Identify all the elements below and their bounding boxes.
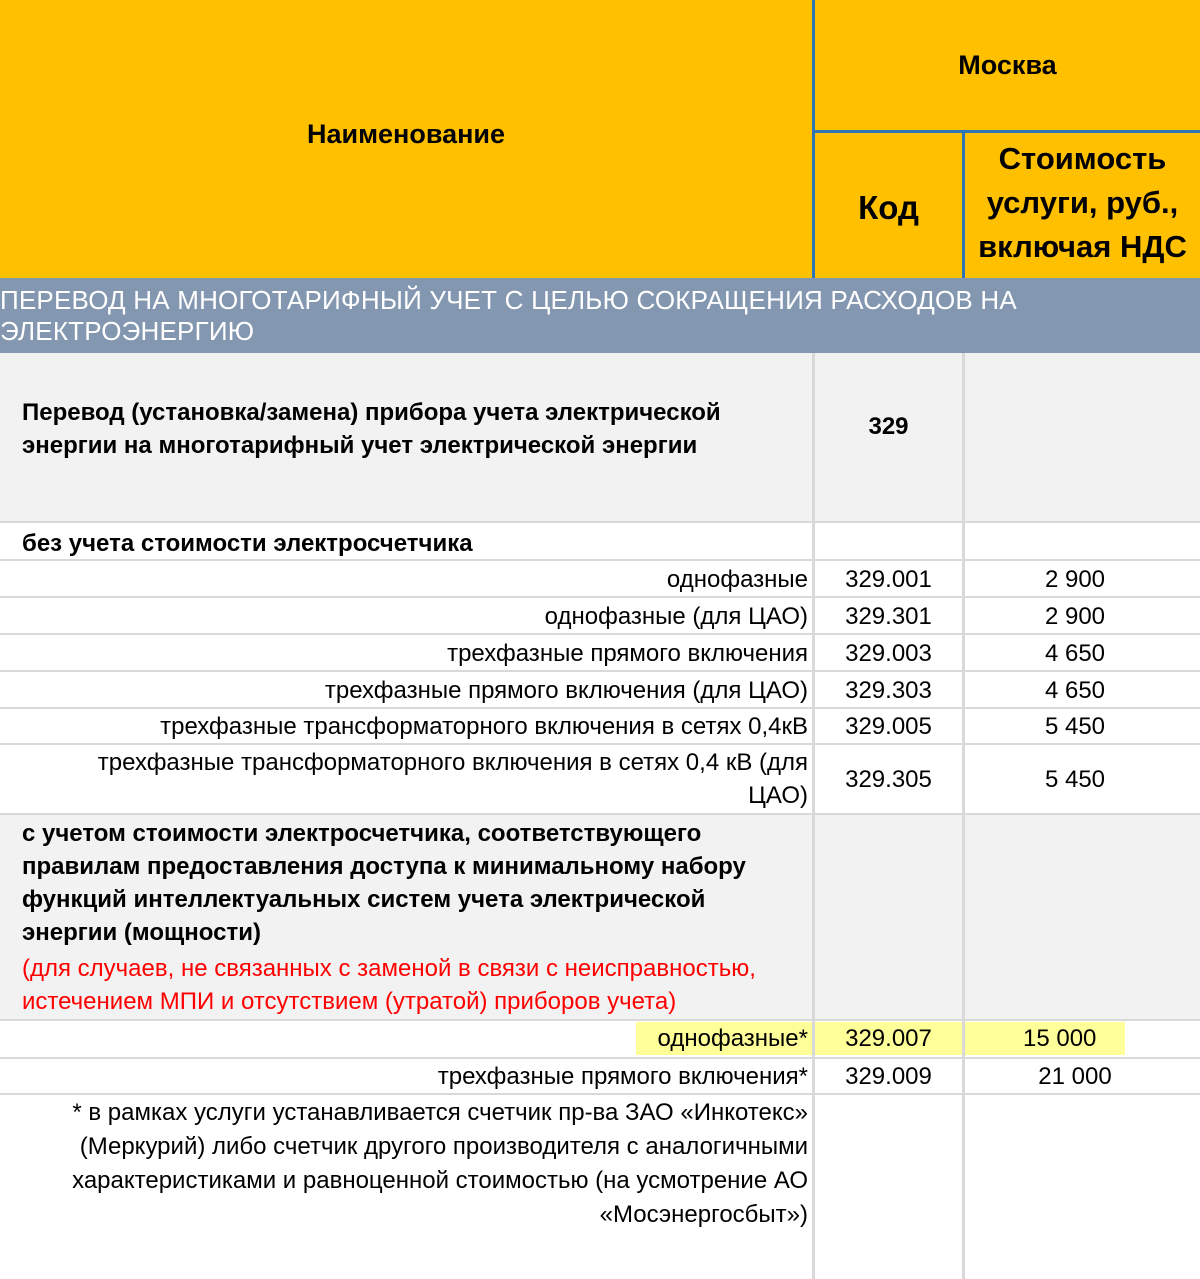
row-code: 329.305 [845, 766, 932, 793]
row-price: 15 000 [965, 1022, 1125, 1055]
row-code: 329.003 [845, 640, 932, 667]
header-divider [962, 130, 965, 278]
row-code: 329.007 [815, 1022, 962, 1055]
table-row [0, 745, 1200, 815]
table-row [0, 561, 1200, 598]
row-name: трехфазные трансформаторного включения в сетях 0,4 кВ (для ЦАО) [97, 749, 808, 809]
row-price: 4 650 [1044, 677, 1106, 704]
footnote: * в рамках услуги устанавливается счетчик пр-ва ЗАО «Инкотекс» (Меркурий) либо счетчик другого производителя с аналогичными характеристиками и равноценной стоимостью (на усмотрение АО «Мосэнергосбыт») [72, 1099, 808, 1228]
header-price: Стоимость услуги, руб., включая НДС [965, 133, 1200, 278]
group2-note: (для случаев, не связанных с заменой в связи с неисправностью, истечением МПИ и отсутствием (утратой) приборов учета) [22, 955, 756, 1015]
row-name: однофазные* [657, 1025, 808, 1052]
row-price: 4 650 [1044, 640, 1106, 667]
row-name: трехфазные прямого включения (для ЦАО) [324, 677, 808, 704]
row-code: 329.303 [845, 677, 932, 704]
table-row [0, 635, 1200, 672]
table-row [0, 598, 1200, 635]
service-row [0, 353, 1200, 523]
group1-title: без учета стоимости электросчетчика [22, 530, 473, 557]
row-code: 329.301 [845, 603, 932, 630]
row-price: 21 000 [1038, 1063, 1112, 1090]
table-row [0, 709, 1200, 745]
row-price: 2 900 [1044, 603, 1106, 630]
header-divider [812, 0, 815, 278]
group1-title-row [0, 523, 1200, 561]
header-code: Код [815, 133, 962, 278]
row-name: однофазные (для ЦАО) [544, 603, 808, 630]
row-code: 329.005 [845, 713, 932, 740]
table-row [0, 1059, 1200, 1095]
row-name: трехфазные трансформаторного включения в сетях 0,4кВ [160, 713, 808, 740]
group2-title-row [0, 815, 1200, 1021]
table-row [0, 672, 1200, 709]
group2-title: с учетом стоимости электросчетчика, соответствующего правилам предоставления доступа к минимальному набору функций интеллектуальных систем учета электрической энергии (мощности) [22, 820, 746, 946]
service-code: 329 [868, 413, 909, 440]
column-divider [962, 353, 965, 1279]
row-name: трехфазные прямого включения [447, 640, 808, 667]
row-code: 329.009 [845, 1063, 932, 1090]
section-banner: ПЕРЕВОД НА МНОГОТАРИФНЫЙ УЧЕТ С ЦЕЛЬЮ СОКРАЩЕНИЯ РАСХОДОВ НА ЭЛЕКТРОЭНЕРГИЮ [0, 278, 1200, 353]
header-divider [815, 130, 1200, 133]
row-code: 329.001 [845, 566, 932, 593]
column-divider [812, 353, 815, 1279]
row-name: трехфазные прямого включения* [437, 1063, 808, 1090]
service-name: Перевод (установка/замена) прибора учета электрической энергии на многотарифный учет электрической энергии [22, 399, 721, 459]
row-price: 5 450 [1044, 766, 1106, 793]
table-row [0, 1021, 1200, 1059]
row-price: 5 450 [1044, 713, 1106, 740]
header-city: Москва [815, 0, 1200, 130]
row-price: 2 900 [1044, 566, 1106, 593]
header-name: Наименование [0, 0, 812, 278]
row-name: однофазные [666, 566, 808, 593]
